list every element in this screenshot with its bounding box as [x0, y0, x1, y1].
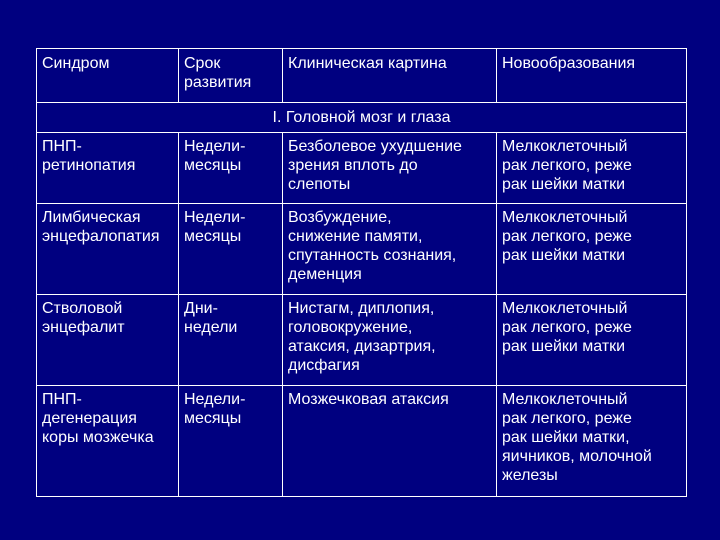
cell-syndrome: Лимбическая энцефалопатия — [37, 204, 179, 295]
table-row — [37, 295, 687, 386]
cell-syndrome: ПНП- ретинопатия — [37, 133, 179, 204]
cell-clinical: Нистагм, диплопия, головокружение, атаксия, дизартрия, дисфагия — [283, 295, 497, 386]
header-onset: Срок развития — [179, 49, 283, 103]
cell-clinical: Возбуждение, снижение памяти, спутанность сознания, деменция — [283, 204, 497, 295]
header-syndrome: Синдром — [37, 49, 179, 103]
cell-syndrome: Стволовой энцефалит — [37, 295, 179, 386]
header-row — [37, 49, 687, 103]
cell-syndrome: ПНП- дегенерация коры мозжечка — [37, 386, 179, 497]
cell-onset: Дни- недели — [179, 295, 283, 386]
cell-clinical: Безболевое ухудшение зрения вплоть до слепоты — [283, 133, 497, 204]
cell-onset: Недели- месяцы — [179, 133, 283, 204]
syndrome-table — [36, 48, 687, 497]
table-row — [37, 386, 687, 497]
table-row — [37, 204, 687, 295]
section-row — [37, 103, 687, 133]
cell-onset: Недели- месяцы — [179, 386, 283, 497]
cell-neoplasm: Мелкоклеточный рак легкого, реже рак шейки матки — [497, 295, 687, 386]
cell-neoplasm: Мелкоклеточный рак легкого, реже рак шейки матки, яичников, молочной железы — [497, 386, 687, 497]
cell-neoplasm: Мелкоклеточный рак легкого, реже рак шейки матки — [497, 133, 687, 204]
header-neoplasm: Новообразования — [497, 49, 687, 103]
cell-neoplasm: Мелкоклеточный рак легкого, реже рак шейки матки — [497, 204, 687, 295]
cell-clinical: Мозжечковая атаксия — [283, 386, 497, 497]
header-clinical: Клиническая картина — [283, 49, 497, 103]
section-title: I. Головной мозг и глаза — [37, 103, 687, 133]
cell-onset: Недели- месяцы — [179, 204, 283, 295]
table-row — [37, 133, 687, 204]
